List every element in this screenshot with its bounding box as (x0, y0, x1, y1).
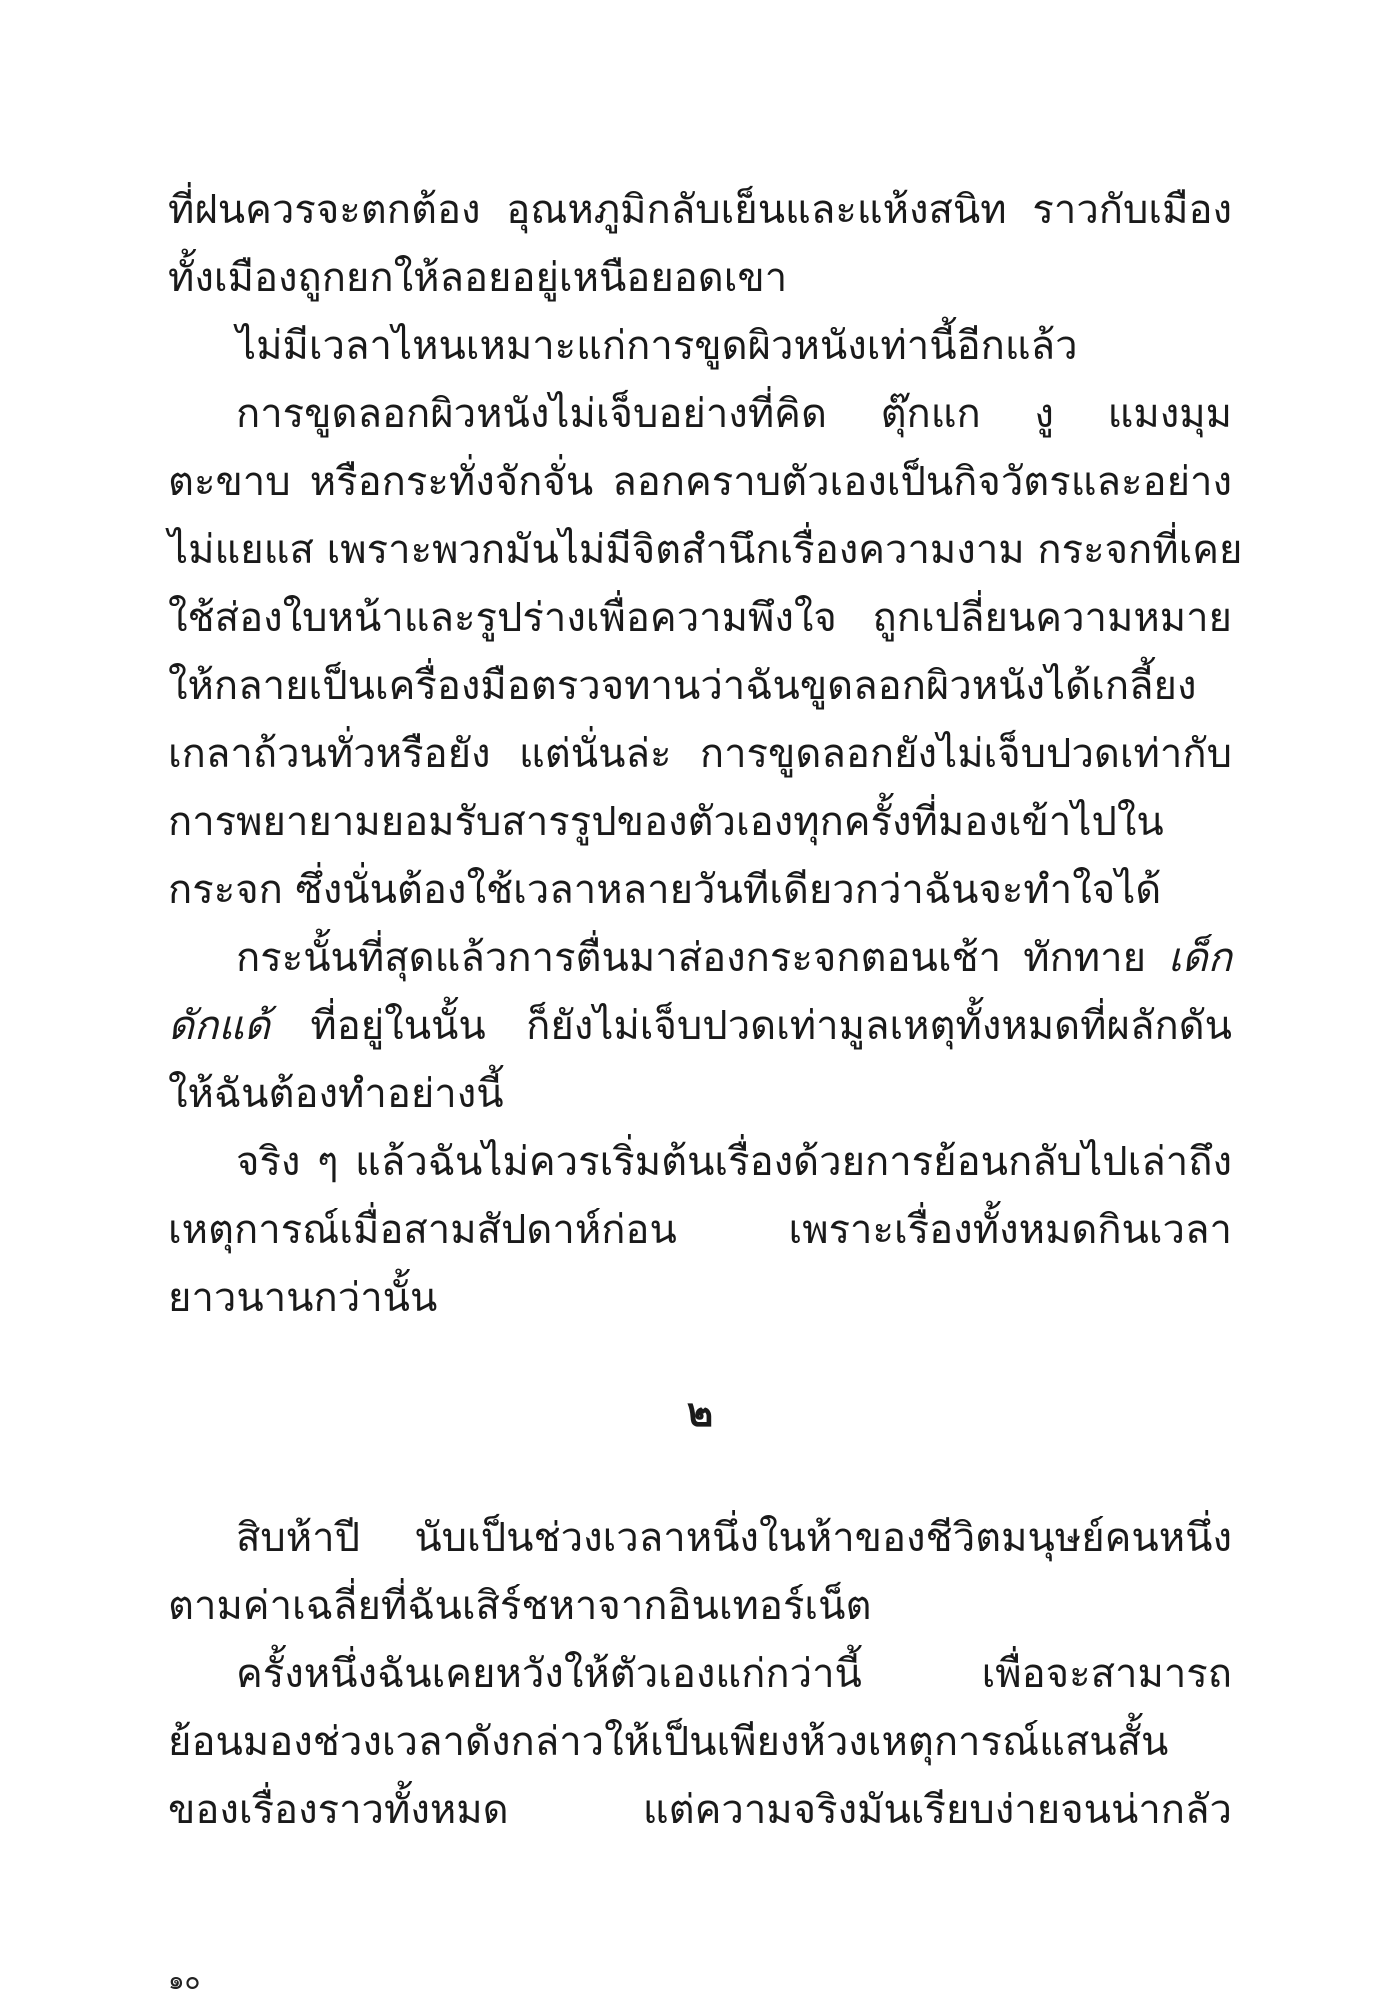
paragraph-4-line-3: ให้ฉันต้องทำอย่างนี้ (168, 1071, 504, 1117)
paragraph-3-line-3: ไม่แยแส เพราะพวกมันไม่มีจิตสำนึกเรื่องความงาม กระจกที่เคย (168, 527, 1243, 573)
paragraph-7-line-2: ย้อนมองช่วงเวลาดังกล่าวให้เป็นเพียงห้วงเหตุการณ์แสนสั้น (168, 1719, 1169, 1765)
paragraph-5-line-3: ยาวนานกว่านั้น (168, 1275, 438, 1321)
chapter-number: ๒ (686, 1390, 714, 1436)
paragraph-2-line-1: ไม่มีเวลาไหนเหมาะแก่การขูดผิวหนังเท่านี้อีกแล้ว (236, 323, 1078, 369)
paragraph-6-line-1: สิบห้าปี นับเป็นช่วงเวลาหนึ่งในห้าของชีวิตมนุษย์คนหนึ่ง (236, 1515, 1232, 1561)
page-number: ๑๐ (168, 1966, 201, 1996)
paragraph-4-line-2 (168, 992, 1232, 1060)
paragraph-1-line-2: ทั้งเมืองถูกยกให้ลอยอยู่เหนือยอดเขา (168, 255, 788, 301)
paragraph-4-line-1-text: กระนั้นที่สุดแล้วการตื่นมาส่องกระจกตอนเช้า ทักทาย (236, 935, 1169, 981)
paragraph-3-line-1: การขูดลอกผิวหนังไม่เจ็บอย่างที่คิด ตุ๊กแก งู แมงมุม (236, 391, 1232, 437)
paragraph-3-line-4: ใช้ส่องใบหน้าและรูปร่างเพื่อความพึงใจ ถูกเปลี่ยนความหมาย (168, 595, 1232, 641)
paragraph-3-line-8: กระจก ซึ่งนั่นต้องใช้เวลาหลายวันทีเดียวกว่าฉันจะทำใจได้ (168, 867, 1162, 913)
paragraph-4-line-2-italic: ดักแด้ (168, 1003, 270, 1049)
paragraph-3-line-2: ตะขาบ หรือกระทั่งจักจั่น ลอกคราบตัวเองเป็นกิจวัตรและอย่าง (168, 459, 1232, 505)
paragraph-3-line-5: ให้กลายเป็นเครื่องมือตรวจทานว่าฉันขูดลอกผิวหนังได้เกลี้ยง (168, 663, 1197, 709)
paragraph-4-line-1 (236, 924, 1232, 992)
paragraph-7-line-1: ครั้งหนึ่งฉันเคยหวังให้ตัวเองแก่กว่านี้ เพื่อจะสามารถ (236, 1651, 1232, 1697)
paragraph-4-line-1-italic: เด็ก (1168, 935, 1232, 981)
paragraph-5-line-2: เหตุการณ์เมื่อสามสัปดาห์ก่อน เพราะเรื่องทั้งหมดกินเวลา (168, 1207, 1232, 1253)
paragraph-4-line-2-text: ที่อยู่ในนั้น ก็ยังไม่เจ็บปวดเท่ามูลเหตุทั้งหมดที่ผลักดัน (269, 1003, 1232, 1049)
paragraph-3-line-7: การพยายามยอมรับสารรูปของตัวเองทุกครั้งที่มองเข้าไปใน (168, 799, 1164, 845)
paragraph-6-line-2: ตามค่าเฉลี่ยที่ฉันเสิร์ชหาจากอินเทอร์เน็ต (168, 1583, 872, 1629)
paragraph-7-line-3: ของเรื่องราวทั้งหมด แต่ความจริงมันเรียบง่ายจนน่ากลัว (168, 1787, 1232, 1833)
paragraph-5-line-1: จริง ๆ แล้วฉันไม่ควรเริ่มต้นเรื่องด้วยการย้อนกลับไปเล่าถึง (236, 1139, 1232, 1185)
paragraph-3-line-6: เกลาถ้วนทั่วหรือยัง แต่นั่นล่ะ การขูดลอกยังไม่เจ็บปวดเท่ากับ (168, 731, 1232, 777)
paragraph-1-line-1: ที่ฝนควรจะตกต้อง อุณหภูมิกลับเย็นและแห้งสนิท ราวกับเมือง (168, 187, 1232, 233)
